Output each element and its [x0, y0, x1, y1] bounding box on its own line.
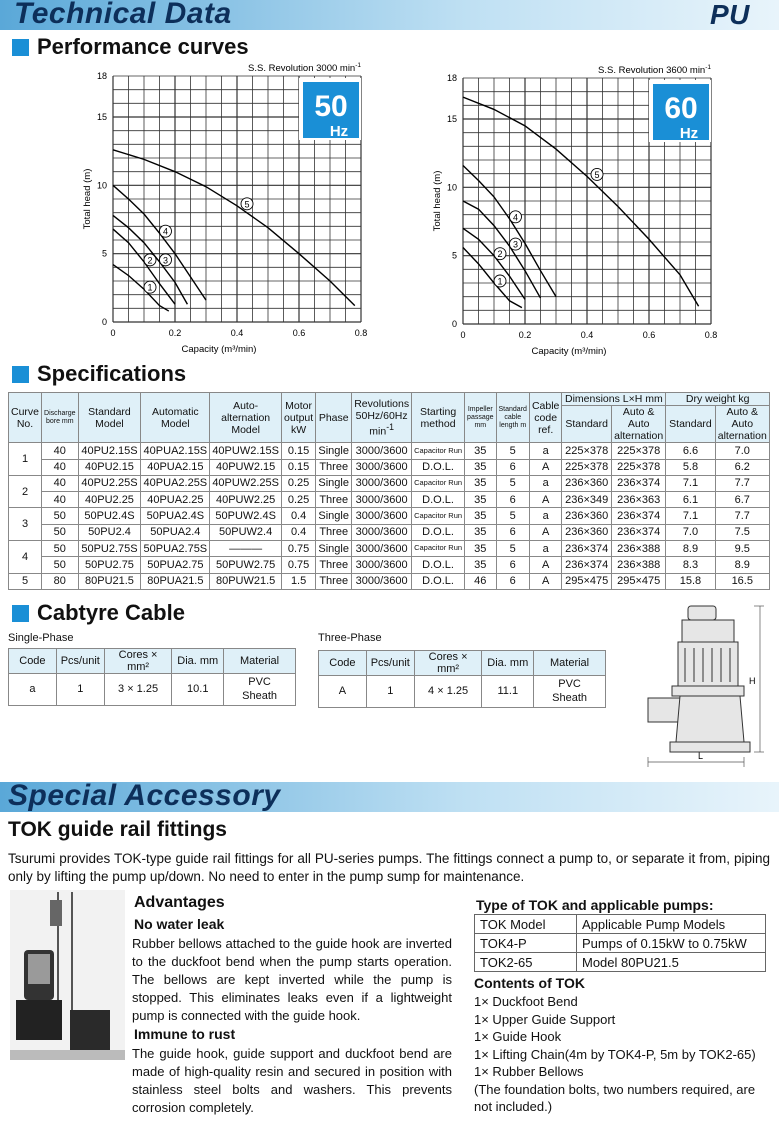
cell-start: D.O.L.	[412, 459, 465, 475]
cell-rev: 3000/3600	[352, 573, 412, 589]
cell-imp: 35	[465, 524, 496, 540]
cell-len: 5	[496, 443, 529, 459]
cell-std: 50PU2.4S	[78, 508, 141, 524]
th-applicable: Applicable Pump Models	[577, 915, 766, 934]
cell-kw: 0.25	[282, 475, 316, 491]
cell-kw: 0.4	[282, 508, 316, 524]
th-material: Material	[534, 651, 606, 676]
cell-pcs: 1	[56, 674, 104, 706]
cell-bore: 40	[42, 443, 79, 459]
tok-intro: Tsurumi provides TOK-type guide rail fittings for all PU-series pumps. The fittings connect a pump to, or separate it from, piping only by lifting the pump up/down. No need to enter in the pump sump for maintenance.	[8, 851, 770, 884]
th-cable-code: Cable code ref.	[529, 393, 561, 443]
cell-wauto: 9.5	[715, 541, 769, 557]
list-item: 1× Upper Guide Support	[474, 1011, 616, 1027]
list-item: 1× Guide Hook	[474, 1029, 562, 1044]
curve-label-1: 1	[497, 276, 503, 287]
tok-type-table	[474, 914, 766, 972]
th-tok-model: TOK Model	[475, 915, 577, 934]
cell-imp: 35	[465, 475, 496, 491]
pump-top-cover	[682, 620, 734, 642]
cell-rev: 3000/3600	[352, 508, 412, 524]
cell-start: Capacitor Run	[412, 541, 465, 557]
cell-phase: Three	[316, 573, 352, 589]
pump-photo	[10, 890, 125, 1060]
y-tick-label: 15	[446, 114, 457, 124]
curve-label-5: 5	[244, 199, 250, 210]
cell-std: 40PU2.25S	[78, 475, 141, 491]
cell-len: 5	[496, 508, 529, 524]
cell-alt: 80PUW21.5	[210, 573, 282, 589]
cell-dauto: 236×363	[611, 492, 665, 508]
cell-dstd: 236×360	[562, 524, 612, 540]
cell-imp: 35	[465, 443, 496, 459]
cell-auto: 40PUA2.25	[141, 492, 210, 508]
cell-auto: 80PUA21.5	[141, 573, 210, 589]
cell-dstd: 236×360	[562, 475, 612, 491]
th-revolutions-sup: -1	[386, 421, 394, 432]
cell-alt: 40PUW2.15S	[210, 443, 282, 459]
cell-len: 6	[496, 557, 529, 573]
th-wt-standard: Standard	[666, 406, 715, 443]
th-cores: Cores × mm²	[414, 651, 482, 676]
dim-h-label: H	[749, 676, 756, 686]
cell-rev: 3000/3600	[352, 459, 412, 475]
cell-wstd: 6.1	[666, 492, 715, 508]
curve-label-3: 3	[162, 255, 169, 266]
cell-wauto: 7.5	[715, 524, 769, 540]
specifications-heading-text: Specifications	[37, 361, 187, 386]
cell-kw: 0.75	[282, 541, 316, 557]
cell-auto: 40PUA2.15S	[141, 443, 210, 459]
th-dia: Dia. mm	[482, 651, 534, 676]
cell-phase: Three	[316, 524, 352, 540]
th-impeller: Impeller passage mm	[465, 393, 496, 443]
cell-code: A	[319, 676, 367, 708]
th-standard-model: Standard Model	[78, 393, 141, 443]
th-pcs: Pcs/unit	[56, 649, 104, 674]
page-title: Technical Data	[14, 0, 232, 30]
cell-dstd: 236×374	[562, 557, 612, 573]
x-axis-label: Capacity (m³/min)	[181, 344, 257, 355]
list-item: 1× Duckfoot Bend	[474, 994, 578, 1009]
accessory-title: Special Accessory	[8, 779, 281, 812]
cell-wauto: 7.0	[715, 443, 769, 459]
tok-heading: TOK guide rail fittings	[8, 818, 227, 841]
cell-rev: 3000/3600	[352, 524, 412, 540]
contents-note: (The foundation bolts, two numbers required, are not included.)	[474, 1081, 756, 1114]
th-discharge: Discharge bore mm	[42, 393, 79, 443]
cell-material: PVC Sheath	[534, 676, 606, 708]
table-row	[9, 541, 770, 557]
cell-start: Capacitor Run	[412, 443, 465, 459]
cell-auto: 50PUA2.4S	[141, 508, 210, 524]
th-weight: Dry weight kg	[666, 393, 770, 406]
revolution-text: S.S. Revolution 3600 min	[598, 65, 706, 76]
y-tick-label: 5	[101, 248, 107, 259]
cell-kw: 1.5	[282, 573, 316, 589]
cell-curve-no: 1	[9, 443, 42, 476]
x-tick-label: 0.8	[704, 330, 718, 340]
cell-dauto: 295×475	[611, 573, 665, 589]
table-row	[9, 492, 770, 508]
cell-curve-no: 5	[9, 573, 42, 589]
cell-auto: 50PUA2.75	[141, 557, 210, 573]
x-tick-label: 0.2	[168, 328, 182, 338]
cell-wauto: 6.2	[715, 459, 769, 475]
table-row	[9, 443, 770, 459]
th-auto-alt-model: Auto-alternation Model	[210, 393, 282, 443]
cell-phase: Three	[316, 459, 352, 475]
curve-label-2: 2	[147, 255, 153, 266]
performance-chart-60hz	[428, 62, 728, 362]
cell-wauto: 8.9	[715, 557, 769, 573]
x-tick-label: 0.2	[518, 330, 532, 340]
y-tick-label: 15	[96, 112, 107, 122]
cell-std: 40PU2.15S	[78, 443, 141, 459]
th-wt-auto: Auto & Auto alternation	[715, 406, 769, 443]
cell-kw: 0.75	[282, 557, 316, 573]
curve-label-4: 4	[512, 212, 519, 223]
pump-motor-body	[678, 642, 738, 686]
x-tick-label: 0.4	[580, 330, 594, 340]
cell-rev: 3000/3600	[352, 492, 412, 508]
table-row	[9, 475, 770, 491]
cell-dstd: 295×475	[562, 573, 612, 589]
cell-cores: 3 × 1.25	[104, 674, 172, 706]
duckfoot-bend-icon	[70, 1010, 110, 1050]
cell-code: a	[529, 541, 561, 557]
cell-bore: 40	[42, 492, 79, 508]
cell-len: 5	[496, 541, 529, 557]
cell-phase: Single	[316, 443, 352, 459]
table-row	[9, 459, 770, 475]
cell-alt: 40PUW2.25S	[210, 475, 282, 491]
th-cable-length: Standard cable length m	[496, 393, 529, 443]
three-phase-label: Three-Phase	[318, 632, 382, 644]
cell-dauto: 225×378	[611, 459, 665, 475]
cell-std: 80PU21.5	[78, 573, 141, 589]
cell-material: PVC Sheath	[224, 674, 296, 706]
cell-curve-no: 3	[9, 508, 42, 541]
x-tick-label: 0.6	[292, 328, 306, 338]
cell-wstd: 6.6	[666, 443, 715, 459]
rust-text: The guide hook, guide support and duckfoot bend are made of high-quality resin and secured in position with stainless steel bolts and washers. This prevents corrosion completely.	[132, 1046, 452, 1115]
revolution-label	[248, 62, 361, 74]
cell-phase: Three	[316, 557, 352, 573]
th-revolutions-text: Revolutions 50Hz/60Hz min	[354, 397, 410, 438]
th-motor: Motor output kW	[282, 393, 316, 443]
cell-bore: 80	[42, 573, 79, 589]
cell-code: a	[529, 475, 561, 491]
th-phase: Phase	[316, 393, 352, 443]
th-automatic-model: Automatic Model	[141, 393, 210, 443]
revolution-label	[598, 64, 711, 76]
th-curve: Curve No.	[9, 393, 42, 443]
cell-rev: 3000/3600	[352, 557, 412, 573]
th-dim-auto: Auto & Auto alternation	[611, 406, 665, 443]
cell-start: D.O.L.	[412, 524, 465, 540]
cell-dstd: 236×360	[562, 508, 612, 524]
x-tick-label: 0.6	[642, 330, 656, 340]
table-row	[9, 557, 770, 573]
cell-code: A	[529, 573, 561, 589]
cell-kw: 0.15	[282, 459, 316, 475]
y-tick-label: 0	[451, 319, 457, 329]
cell-len: 6	[496, 492, 529, 508]
th-code: Code	[319, 651, 367, 676]
cell-dauto: 236×388	[611, 557, 665, 573]
th-material: Material	[224, 649, 296, 674]
pump-base	[670, 742, 750, 752]
cell-auto: 40PUA2.25S	[141, 475, 210, 491]
cell-dstd: 225×378	[562, 443, 612, 459]
cell-kw: 0.4	[282, 524, 316, 540]
x-tick-label: 0	[110, 328, 116, 338]
th-dia: Dia. mm	[172, 649, 224, 674]
cell-imp: 35	[465, 492, 496, 508]
th-cores: Cores × mm²	[104, 649, 172, 674]
cell-std: 50PU2.4	[78, 524, 141, 540]
y-tick-label: 0	[101, 317, 107, 327]
y-tick-label: 10	[446, 182, 457, 193]
cell-tok-model: TOK4-P	[475, 934, 577, 953]
cell-bore: 40	[42, 459, 79, 475]
x-axis-label: Capacity (m³/min)	[531, 346, 607, 357]
contents-list	[474, 993, 770, 1116]
no-leak-text: Rubber bellows attached to the guide hook are inverted to the duckfoot bend when the pump starts operation. The bellows are kept inverted while the pump is stopped. This eliminates leaks even if a lightweight pump is connected with the guide hook.	[132, 936, 452, 1023]
rust-title: Immune to rust	[134, 1026, 236, 1042]
cell-alt: ———	[210, 541, 282, 557]
cell-kw: 0.25	[282, 492, 316, 508]
cell-phase: Single	[316, 508, 352, 524]
revolution-sup: -1	[705, 64, 711, 71]
cell-applicable: Model 80PU21.5	[577, 953, 766, 972]
cell-pcs: 1	[366, 676, 414, 708]
pump-casing	[676, 696, 744, 742]
cell-start: D.O.L.	[412, 557, 465, 573]
y-tick-label: 18	[96, 71, 107, 81]
single-phase-label: Single-Phase	[8, 632, 74, 644]
pump-flange	[672, 686, 744, 696]
cell-dstd: 236×374	[562, 541, 612, 557]
cell-alt: 50PUW2.4S	[210, 508, 282, 524]
th-dimensions: Dimensions L×H mm	[562, 393, 666, 406]
curve-label-2: 2	[497, 249, 503, 260]
cell-dstd: 225×378	[562, 459, 612, 475]
cell-curve-no: 2	[9, 475, 42, 508]
performance-heading	[12, 34, 249, 60]
contents-title: Contents of TOK	[474, 975, 585, 991]
revolution-text: S.S. Revolution 3000 min	[248, 63, 356, 74]
cell-wauto: 7.7	[715, 508, 769, 524]
y-axis-label: Total head (m)	[82, 168, 93, 230]
cell-dauto: 236×374	[611, 475, 665, 491]
y-tick-label: 10	[96, 180, 107, 191]
cell-curve-no: 4	[9, 541, 42, 574]
cell-start: Capacitor Run	[412, 508, 465, 524]
cell-code: a	[9, 674, 57, 706]
performance-chart-50hz	[78, 60, 378, 360]
cell-wauto: 7.7	[715, 475, 769, 491]
cell-std: 40PU2.15	[78, 459, 141, 475]
cell-dia: 10.1	[172, 674, 224, 706]
cell-alt: 40PUW2.15	[210, 459, 282, 475]
cell-start: Capacitor Run	[412, 475, 465, 491]
performance-heading-text: Performance curves	[37, 34, 249, 59]
cell-code: A	[529, 524, 561, 540]
cell-len: 6	[496, 459, 529, 475]
cell-imp: 46	[465, 573, 496, 589]
cell-dauto: 225×378	[611, 443, 665, 459]
curve-label-4: 4	[162, 226, 169, 237]
hz-number: 60	[664, 92, 698, 125]
hz-unit: Hz	[679, 125, 699, 142]
cell-wstd: 7.1	[666, 508, 715, 524]
cell-wauto: 6.7	[715, 492, 769, 508]
th-pcs: Pcs/unit	[366, 651, 414, 676]
curve-line-1	[463, 247, 522, 307]
cell-dauto: 236×374	[611, 524, 665, 540]
cell-start: D.O.L.	[412, 573, 465, 589]
cell-bore: 50	[42, 524, 79, 540]
cell-phase: Single	[316, 475, 352, 491]
y-tick-label: 5	[451, 250, 457, 261]
curve-label-1: 1	[147, 282, 153, 293]
cell-code: A	[529, 459, 561, 475]
cell-wstd: 8.9	[666, 541, 715, 557]
no-leak-title: No water leak	[134, 916, 225, 932]
advantages-title: Advantages	[134, 894, 225, 911]
cell-auto: 40PUA2.15	[141, 459, 210, 475]
cell-wauto: 16.5	[715, 573, 769, 589]
curve-label-5: 5	[594, 169, 600, 180]
list-item: 1× Rubber Bellows	[474, 1064, 584, 1079]
cell-cores: 4 × 1.25	[414, 676, 482, 708]
cell-dia: 11.1	[482, 676, 534, 708]
cell-code: A	[529, 557, 561, 573]
x-tick-label: 0.8	[354, 328, 368, 338]
cell-wstd: 5.8	[666, 459, 715, 475]
cell-bore: 50	[42, 508, 79, 524]
cell-imp: 35	[465, 541, 496, 557]
cell-bore: 50	[42, 557, 79, 573]
cell-wstd: 7.1	[666, 475, 715, 491]
cell-start: D.O.L.	[412, 492, 465, 508]
th-starting: Starting method	[412, 393, 465, 443]
hz-number: 50	[314, 90, 348, 123]
cabtyre-heading	[12, 600, 185, 626]
dim-l-label: L	[698, 751, 704, 761]
x-tick-label: 0.4	[230, 328, 244, 338]
th-dim-standard: Standard	[562, 406, 612, 443]
cell-bore: 40	[42, 475, 79, 491]
bullet-square-icon	[12, 39, 29, 56]
cell-wstd: 15.8	[666, 573, 715, 589]
series-label: PU	[710, 0, 750, 30]
cell-alt: 50PUW2.75	[210, 557, 282, 573]
cell-dauto: 236×374	[611, 508, 665, 524]
cell-bore: 50	[42, 541, 79, 557]
revolution-sup: -1	[355, 62, 361, 69]
cell-alt: 40PUW2.25	[210, 492, 282, 508]
table-row	[9, 524, 770, 540]
cell-len: 6	[496, 573, 529, 589]
tok-type-title: Type of TOK and applicable pumps:	[476, 897, 714, 913]
cell-applicable: Pumps of 0.15kW to 0.75kW	[577, 934, 766, 953]
single-phase-table	[8, 648, 296, 706]
cell-rev: 3000/3600	[352, 541, 412, 557]
specifications-heading	[12, 361, 186, 387]
cell-rev: 3000/3600	[352, 475, 412, 491]
y-tick-label: 18	[446, 73, 457, 83]
cell-tok-model: TOK2-65	[475, 953, 577, 972]
cell-code: A	[529, 492, 561, 508]
cell-len: 5	[496, 475, 529, 491]
table-row	[9, 573, 770, 589]
cell-phase: Single	[316, 541, 352, 557]
cell-std: 40PU2.25	[78, 492, 141, 508]
y-axis-label: Total head (m)	[432, 170, 443, 232]
cabtyre-heading-text: Cabtyre Cable	[37, 600, 185, 625]
bullet-square-icon	[12, 366, 29, 383]
cell-len: 6	[496, 524, 529, 540]
pump-handle	[688, 606, 716, 620]
pump-dimension-drawing	[640, 592, 770, 772]
curve-line-1	[113, 265, 169, 311]
cell-auto: 50PUA2.4	[141, 524, 210, 540]
cell-std: 50PU2.75	[78, 557, 141, 573]
cell-imp: 35	[465, 557, 496, 573]
x-tick-label: 0	[460, 330, 466, 340]
cell-wstd: 7.0	[666, 524, 715, 540]
th-code: Code	[9, 649, 57, 674]
cell-alt: 50PUW2.4	[210, 524, 282, 540]
table-row	[9, 508, 770, 524]
th-revolutions	[352, 393, 412, 443]
cell-imp: 35	[465, 508, 496, 524]
cell-imp: 35	[465, 459, 496, 475]
cell-code: a	[529, 443, 561, 459]
cell-rev: 3000/3600	[352, 443, 412, 459]
cell-wstd: 8.3	[666, 557, 715, 573]
cell-kw: 0.15	[282, 443, 316, 459]
cell-auto: 50PUA2.75S	[141, 541, 210, 557]
bullet-square-icon	[12, 605, 29, 622]
cell-phase: Three	[316, 492, 352, 508]
three-phase-table	[318, 650, 606, 708]
cell-dauto: 236×388	[611, 541, 665, 557]
curve-label-3: 3	[512, 239, 519, 250]
list-item: 1× Lifting Chain(4m by TOK4-P, 5m by TOK2-65)	[474, 1046, 756, 1062]
cell-code: a	[529, 508, 561, 524]
cell-dstd: 236×349	[562, 492, 612, 508]
hz-unit: Hz	[329, 123, 349, 140]
cell-std: 50PU2.75S	[78, 541, 141, 557]
specifications-table	[8, 392, 770, 590]
